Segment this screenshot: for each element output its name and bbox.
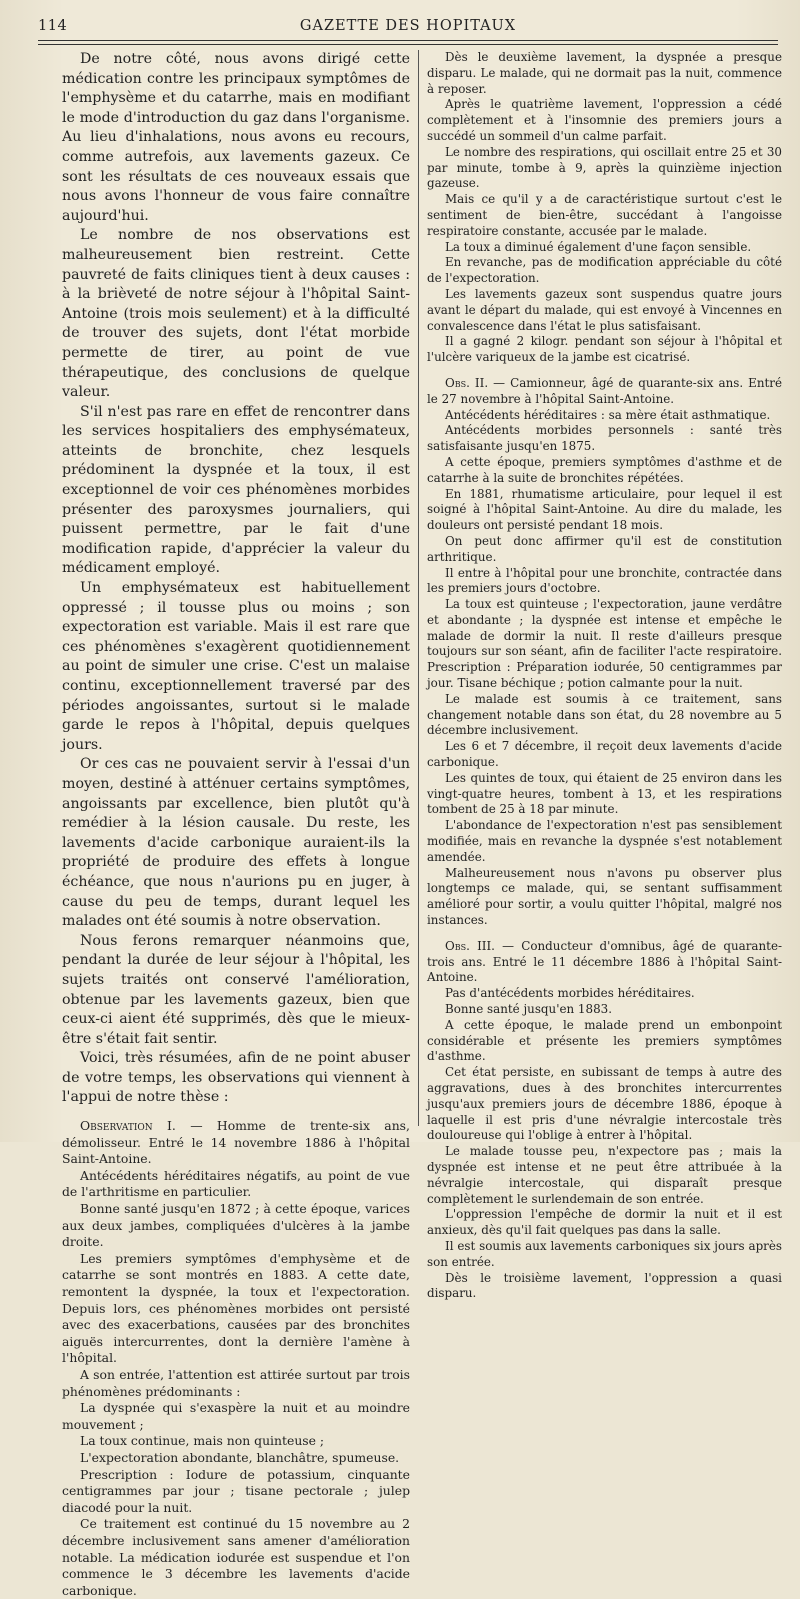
paragraph: Le nombre de nos observations est malheureusement bien restreint. Cette pauvreté de faits cliniques tient à deux causes : à la brièveté de notre séjour à l'hôpital Saint-Antoine (trois mois seulement) et à la difficulté de trouver des sujets, dont l'état morbide permette de tirer, au point de vue thérapeutique, des conclusions de quelque valeur.	[62, 227, 410, 401]
paragraph: Antécédents morbides personnels : santé très satisfaisante jusqu'en 1875.	[427, 423, 782, 454]
page-number: 114	[38, 18, 68, 34]
header-rule	[38, 40, 778, 41]
paragraph: Un emphysémateux est habituellement oppressé ; il tousse plus ou moins ; son expectoration est variable. Mais il est rare que ces phénomènes s'exagèrent quotidiennement au point de simuler une crise. C'est un malaise continu, exceptionnellement traversé par des périodes angoissantes, surtout si le malade garde le repos à l'hôpital, depuis quelques jours.	[62, 580, 410, 753]
paragraph: Cet état persiste, en subissant de temps à autre des aggravations, dues à des bronchites intercurrentes jusqu'aux premiers jours de décembre 1886, époque à laquelle il est pris d'une névralgie intercostale très douloureuse qui l'oblige à entrer à l'hôpital.	[427, 1065, 782, 1143]
paragraph: Les lavements gazeux sont suspendus quatre jours avant le départ du malade, qui est envoyé à Vincennes en convalescence dans l'état le plus satisfaisant.	[427, 286, 782, 333]
paragraph: Il est soumis aux lavements carboniques six jours après son entrée.	[427, 1238, 782, 1269]
paragraph: A son entrée, l'attention est attirée surtout par trois phénomènes prédominants :	[62, 1366, 410, 1399]
paragraph: Antécédents héréditaires : sa mère était asthmatique.	[445, 407, 771, 422]
paragraph: En 1881, rhumatisme articulaire, pour lequel il est soigné à l'hôpital Saint-Antoine. Au dire du malade, les douleurs ont persisté pendant 18 mois.	[427, 486, 782, 533]
header-rule-thin	[38, 44, 778, 45]
paragraph: La toux est quinteuse ; l'expectoration, jaune verdâtre et abondante ; la dyspnée est intense et empêche le malade de dormir la nuit. Il reste d'ailleurs presque toujours sur son séant, afin de faciliter l'acte respiratoire. Prescription : Préparation iodurée, 50 centigrammes par jour. Tisane béchique ; potion calmante pour la nuit.	[427, 597, 782, 691]
paragraph: Or ces cas ne pouvaient servir à l'essai d'un moyen, destiné à atténuer certains symptômes, angoissants par excellence, bien plutôt qu'à remédier à la lésion causale. Du reste, les lavements d'acide carbonique auraient-ils la propriété de produire des effets à longue échéance, que nous n'aurions pu en juger, à cause du peu de temps, durant lequel les malades ont été soumis à notre observation.	[62, 756, 410, 930]
paragraph: Dès le deuxième lavement, la dyspnée a presque disparu. Le malade, qui ne dormait pas la nuit, commence à reposer.	[427, 50, 782, 96]
paragraph: La dyspnée qui s'exaspère la nuit et au moindre mouvement ;	[62, 1400, 410, 1432]
column-divider	[418, 50, 419, 1126]
paragraph: De notre côté, nous avons dirigé cette médication contre les principaux symptômes de l'emphysème et du catarrhe, mais en modifiant le mode d'introduction du gaz dans l'organisme. Au lieu d'inhalations, nous avons eu recours, comme autrefois, aux lavements gazeux. Ce sont les résultats de ces nouveaux essais que nous avons l'honneur de vous faire connaître aujourd'hui.	[62, 51, 410, 224]
paragraph: Mais ce qu'il y a de caractéristique surtout c'est le sentiment de bien-être, succédant à l'angoisse respiratoire constante, accusée par le malade.	[427, 192, 782, 238]
right-column	[427, 50, 782, 1302]
paragraph: Les quintes de toux, qui étaient de 25 environ dans les vingt-quatre heures, tombent à 13, et les respirations tombent de 25 à 18 par minute.	[427, 770, 782, 817]
observation-intro: — Camionneur, âgé de quarante-six ans. Entré le 27 novembre à l'hôpital Saint-Antoine.	[427, 375, 782, 406]
paragraph: A cette époque, le malade prend un embonpoint considérable et présente les premiers symptômes d'asthme.	[427, 1017, 782, 1064]
paragraph: Il entre à l'hôpital pour une bronchite, contractée dans les premiers jours d'octobre.	[427, 565, 782, 596]
paragraph: Le malade est soumis à ce traitement, sans changement notable dans son état, du 28 novembre au 5 décembre inclusivement.	[427, 691, 782, 738]
left-column	[62, 50, 410, 1599]
paragraph: En revanche, pas de modification appréciable du côté de l'expectoration.	[427, 255, 782, 286]
paragraph: Voici, très résumées, afin de ne point abuser de votre temps, les observations qui viennent à l'appui de notre thèse :	[62, 1050, 410, 1106]
paragraph: Dès le troisième lavement, l'oppression a quasi disparu.	[427, 1270, 782, 1301]
paragraph: La toux a diminué également d'une façon sensible.	[445, 239, 752, 254]
paragraph: L'expectoration abondante, blanchâtre, spumeuse.	[80, 1449, 400, 1465]
paragraph: Pas d'antécédents morbides héréditaires.	[445, 986, 695, 1001]
paragraph: Les 6 et 7 décembre, il reçoit deux lavements d'acide carbonique.	[427, 739, 782, 770]
paragraph: Malheureusement nous n'avons pu observer plus longtemps ce malade, qui, se sentant suffisamment amélioré pour sortir, a voulu quitter l'hôpital, malgré nos instances.	[427, 865, 782, 928]
paragraph: Bonne santé jusqu'en 1872 ; à cette époque, varices aux deux jambes, compliquées d'ulcères à la jambe droite.	[62, 1201, 410, 1250]
paragraph: Ce traitement est continué du 15 novembre au 2 décembre inclusivement sans amener d'amélioration notable. La médication iodurée est suspendue et l'on commence le 3 décembre les lavements d'acide carbonique.	[62, 1516, 410, 1598]
paragraph: Les premiers symptômes d'emphysème et de catarrhe se sont montrés en 1883. A cette date, remontent la dyspnée, la toux et l'expectoration. Depuis lors, ces phénomènes morbides ont persisté avec des exacerbations, causées par des bronchites aiguës intercurrentes, dont la dernière l'amène à l'hôpital.	[62, 1250, 410, 1366]
observation-label: Observation I.	[80, 1118, 176, 1134]
paragraph: La toux continue, mais non quinteuse ;	[80, 1433, 325, 1449]
observation-label: Obs. II.	[445, 375, 489, 390]
paragraph: Antécédents héréditaires négatifs, au point de vue de l'arthritisme en particulier.	[62, 1167, 410, 1200]
paragraph: On peut donc affirmer qu'il est de constitution arthritique.	[427, 533, 782, 564]
observation-intro: — Conducteur d'omnibus, âgé de quarante-trois ans. Entré le 11 décembre 1886 à l'hôpital Saint-Antoine.	[427, 938, 782, 985]
observation-heading	[62, 1118, 410, 1168]
paragraph: S'il n'est pas rare en effet de rencontrer dans les services hospitaliers des emphysémateux, atteints de bronchite, chez lesquels prédominent la dyspnée et la toux, il est exceptionnel de voir ces phénomènes morbides présenter des paroxysmes journaliers, qui puissent permettre, par le fait d'une modification rapide, d'apprécier la valeur du médicament employé.	[62, 403, 410, 577]
observation-label: Obs. III.	[445, 938, 495, 953]
paragraph: L'oppression l'empêche de dormir la nuit et il est anxieux, dès qu'il fait quelques pas dans la salle.	[427, 1207, 782, 1238]
paragraph: Le malade tousse peu, n'expectore pas ; mais la dyspnée est intense et ne peut être attribuée à la névralgie intercostale, qui disparaît presque complètement le surlendemain de son entrée.	[427, 1144, 782, 1206]
page-header	[38, 14, 778, 40]
paragraph: Nous ferons remarquer néanmoins que, pendant la durée de leur séjour à l'hôpital, les sujets traités ont conservé l'amélioration, obtenue par les lavements gazeux, bien que ceux-ci aient été supprimés, dès que le mieux-être s'était fait sentir.	[62, 932, 410, 1047]
paragraph: Il a gagné 2 kilogr. pendant son séjour à l'hôpital et l'ulcère variqueux de la jambe est cicatrisé.	[427, 334, 782, 365]
paragraph: Bonne santé jusqu'en 1883.	[445, 1002, 612, 1017]
paragraph: Le nombre des respirations, qui oscillait entre 25 et 30 par minute, tombe à 9, après la quinzième injection gazeuse.	[427, 144, 782, 191]
paragraph: L'abondance de l'expectoration n'est pas sensiblement modifiée, mais en revanche la dyspnée s'est notablement amendée.	[427, 818, 782, 864]
observation-heading	[427, 376, 782, 408]
observation-intro: — Homme de trente-six ans, démolisseur. Entré le 14 novembre 1886 à l'hôpital Saint-Antoine.	[62, 1118, 410, 1167]
running-title: GAZETTE DES HOPITAUX	[299, 18, 517, 34]
paragraph: Prescription : Iodure de potassium, cinquante centigrammes par jour ; tisane pectorale ; julep diacodé pour la nuit.	[62, 1466, 410, 1515]
observation-heading	[427, 939, 782, 986]
paragraph: A cette époque, premiers symptômes d'asthme et de catarrhe à la suite de bronchites répétées.	[427, 454, 782, 485]
paragraph: Après le quatrième lavement, l'oppression a cédé complètement et à l'insomnie des premiers jours a succédé un sommeil d'un calme parfait.	[427, 97, 782, 143]
